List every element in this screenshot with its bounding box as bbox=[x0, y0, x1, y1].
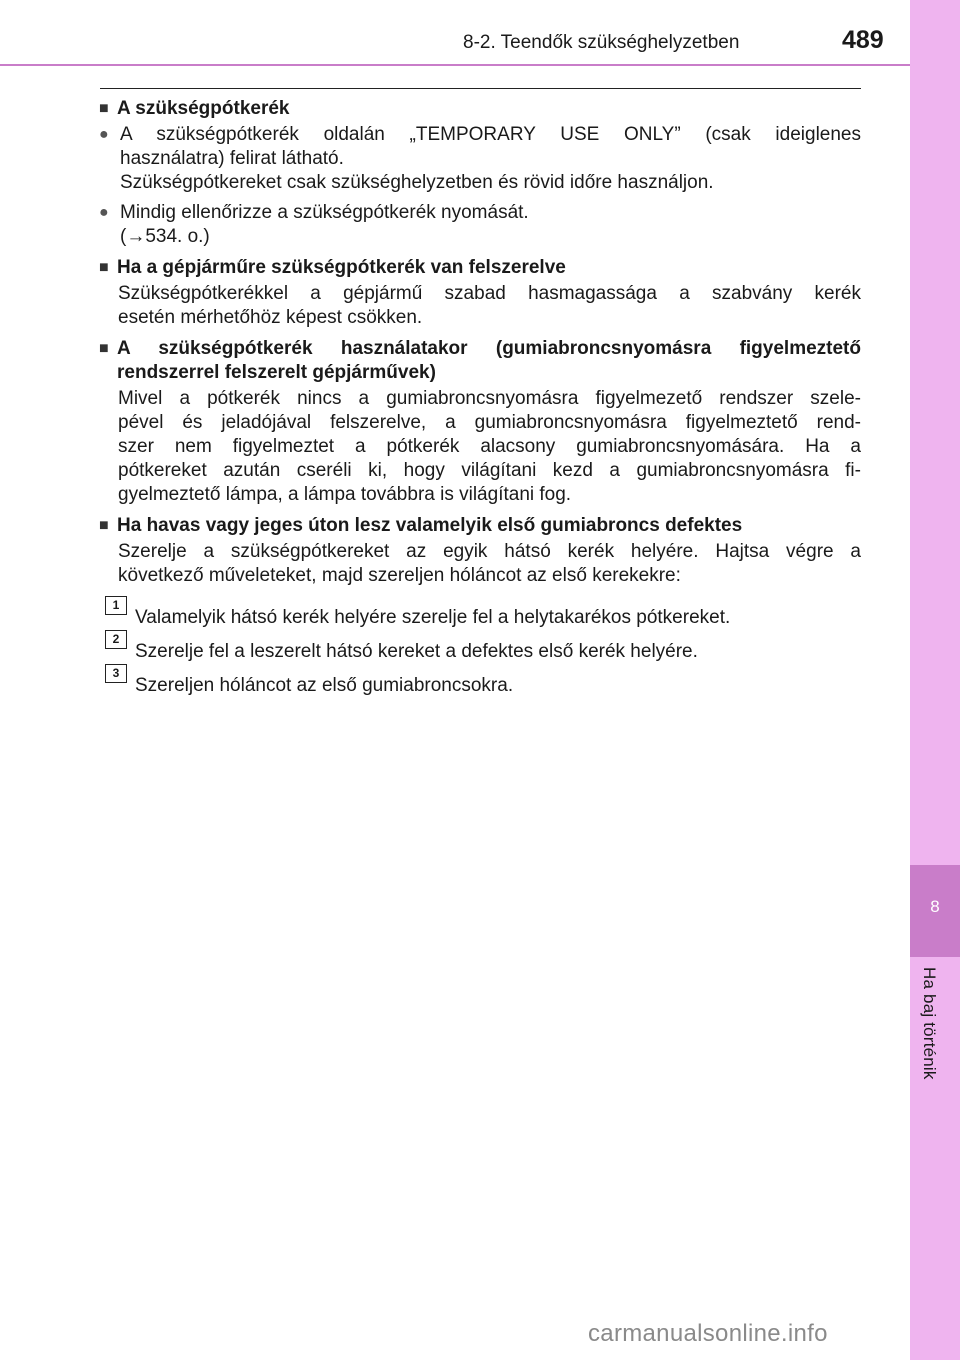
section-heading bbox=[99, 514, 861, 538]
circle-bullet-icon: ● bbox=[99, 126, 109, 143]
step-item bbox=[105, 632, 861, 664]
chapter-sidebar bbox=[910, 0, 960, 1360]
heading-line: rendszerrel felszerelt gépjárművek) bbox=[117, 362, 436, 383]
bullet-line: A szükségpótkerék oldalán „TEMPORARY USE ONLY” (csak ideiglenes bbox=[120, 124, 861, 145]
chapter-number: 8 bbox=[930, 897, 940, 916]
section-snow-ice bbox=[99, 514, 861, 698]
section-title: 8-2. Teendők szükséghelyzetben bbox=[463, 32, 740, 53]
heading-text: Ha havas vagy jeges úton lesz valamelyik első gumiabroncs defektes bbox=[117, 515, 743, 536]
content-top-rule bbox=[100, 88, 861, 89]
section-paragraph bbox=[118, 540, 861, 588]
page-reference-link[interactable]: (→534. o.) bbox=[120, 226, 210, 247]
paragraph-line: Szerelje a szükségpótkereket az egyik hátsó kerék helyére. Hajtsa végre a bbox=[118, 541, 861, 562]
paragraph-line: pével és jeladójával felszerelve, a gumiabroncsnyomásra figyelmeztető rend- bbox=[118, 412, 861, 433]
square-bullet-icon: ■ bbox=[99, 259, 109, 276]
bullet-line: Mindig ellenőrizze a szükségpótkerék nyomását. bbox=[120, 202, 529, 223]
page-number: 489 bbox=[842, 26, 884, 54]
circle-bullet-icon: ● bbox=[99, 204, 109, 221]
section-heading bbox=[99, 256, 861, 280]
paragraph-line: szer nem figyelmeztet a pótkerék alacsony gumiabroncsnyomására. Ha a bbox=[118, 436, 861, 457]
bullet-item bbox=[99, 123, 861, 195]
section-heading bbox=[99, 337, 861, 385]
bullet-item bbox=[99, 201, 861, 249]
paragraph-line: gyelmeztető lámpa, a lámpa továbbra is világítani fog. bbox=[118, 484, 572, 505]
paragraph-line: Szükségpótkerékkel a gépjármű szabad hasmagassága a szabvány kerék bbox=[118, 283, 861, 304]
chapter-title: Ha baj történik bbox=[920, 967, 939, 1080]
bullet-line: használatra) felirat látható. bbox=[120, 148, 344, 169]
bullet-extra: Szükségpótkereket csak szükséghelyzetben és rövid időre használjon. bbox=[120, 172, 714, 193]
step-text: Valamelyik hátsó kerék helyére szerelje fel a helytakarékos pótkereket. bbox=[135, 607, 731, 628]
section-spare-mounted bbox=[99, 256, 861, 330]
heading-text: Ha a gépjárműre szükségpótkerék van felszerelve bbox=[117, 257, 566, 278]
section-paragraph bbox=[118, 282, 861, 330]
step-item bbox=[105, 598, 861, 630]
step-number-badge: 1 bbox=[105, 596, 127, 615]
paragraph-line: Mivel a pótkerék nincs a gumiabroncsnyomásra figyelmezető rendszer szele- bbox=[118, 388, 861, 409]
square-bullet-icon: ■ bbox=[99, 340, 109, 357]
step-text: Szereljen hóláncot az első gumiabroncsokra. bbox=[135, 675, 514, 696]
paragraph-line: esetén mérhetőhöz képest csökken. bbox=[118, 307, 423, 328]
square-bullet-icon: ■ bbox=[99, 100, 109, 117]
step-number-badge: 2 bbox=[105, 630, 127, 649]
step-number-badge: 3 bbox=[105, 664, 127, 683]
watermark: carmanualsonline.info bbox=[588, 1320, 828, 1347]
section-heading bbox=[99, 97, 861, 121]
square-bullet-icon: ■ bbox=[99, 517, 109, 534]
paragraph-line: pótkereket azután cseréli ki, hogy világítani kezd a gumiabroncsnyomásra fi- bbox=[118, 460, 861, 481]
section-tpms bbox=[99, 337, 861, 507]
heading-line: A szükségpótkerék használatakor (gumiabroncsnyomásra figyelmeztető bbox=[117, 338, 861, 359]
page-content bbox=[99, 97, 861, 705]
step-text: Szerelje fel a leszerelt hátsó kereket a defektes első kerék helyére. bbox=[135, 641, 698, 662]
section-paragraph bbox=[118, 387, 861, 507]
heading-text: A szükségpótkerék bbox=[117, 98, 290, 119]
step-item bbox=[105, 666, 861, 698]
section-spare-tire bbox=[99, 97, 861, 249]
paragraph-line: következő műveleteket, majd szereljen hóláncot az első kerekekre: bbox=[118, 565, 681, 586]
header-divider bbox=[0, 64, 910, 66]
